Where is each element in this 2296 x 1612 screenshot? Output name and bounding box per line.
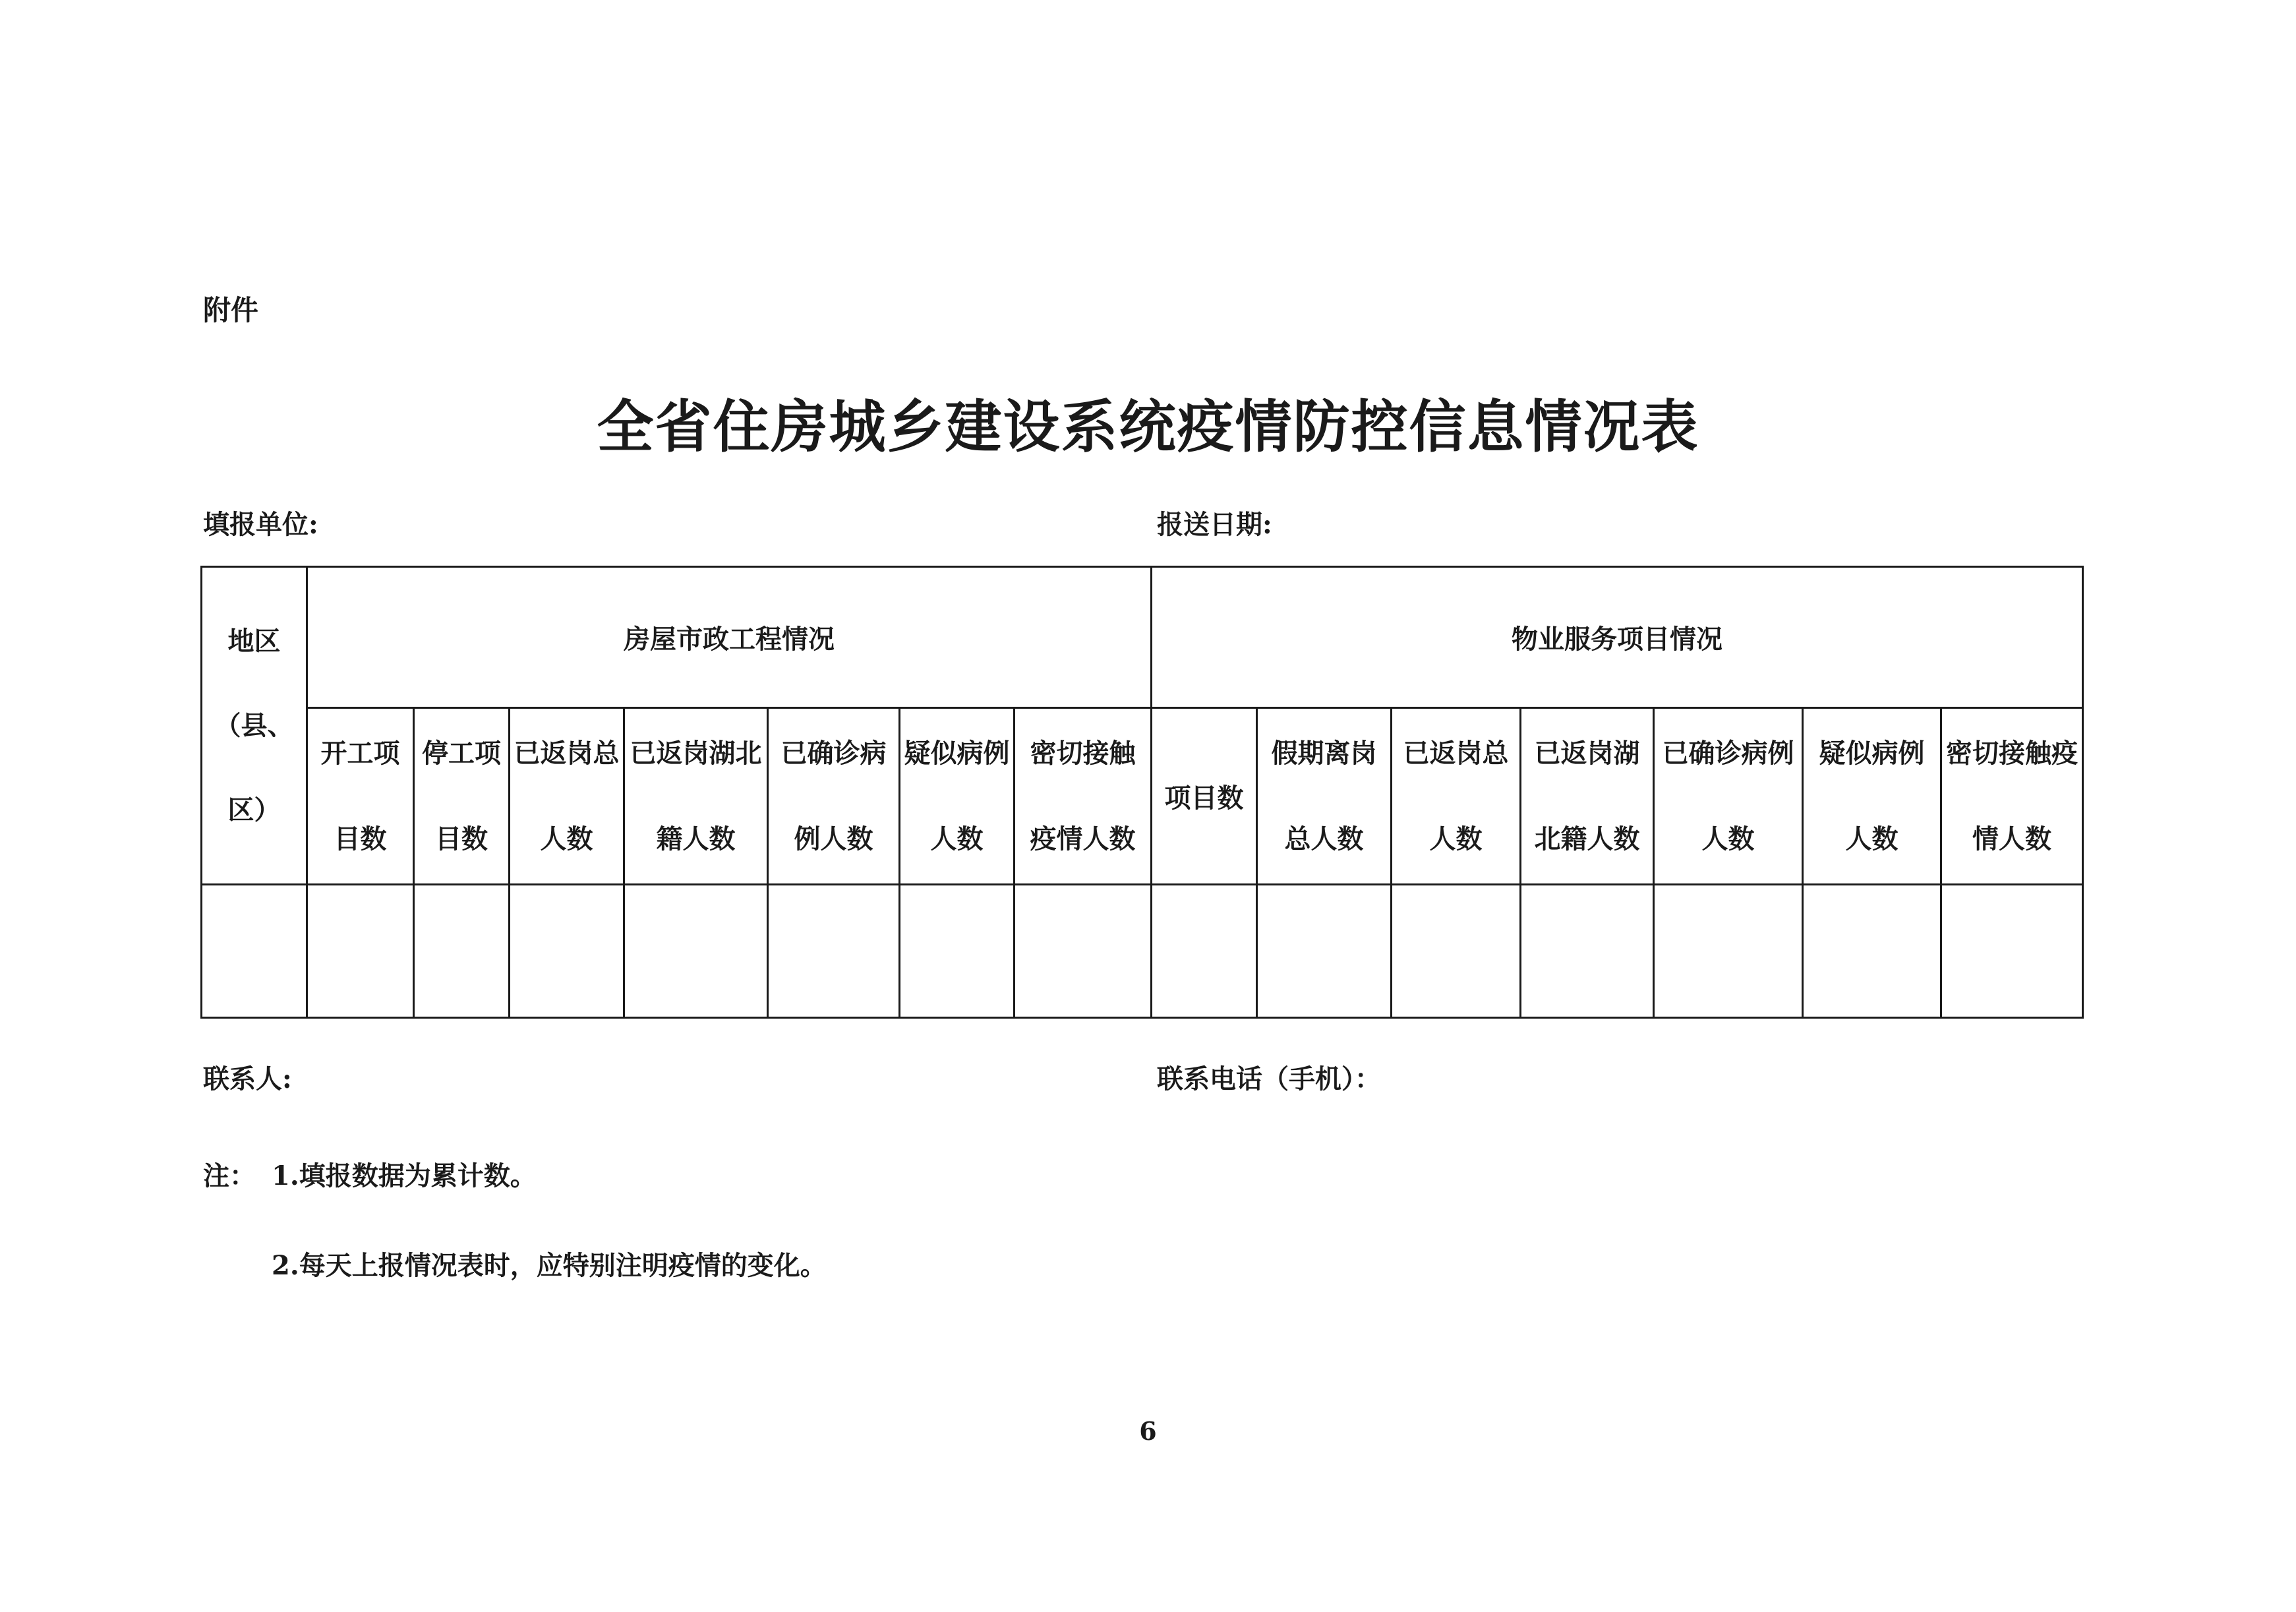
col-header-line: 项目数 (1164, 783, 1244, 814)
data-cell[interactable] (1257, 885, 1392, 1018)
page-number: 6 (1139, 1416, 1157, 1446)
col-header-line: 密切接触疫 (1946, 737, 2078, 769)
region-header-line-2: （县、 (214, 709, 294, 741)
col-header-line: 人数 (1845, 823, 1899, 854)
col-header-line: 情人数 (1972, 823, 2052, 854)
col-header-line: 人数 (1701, 823, 1755, 854)
data-cell[interactable] (624, 885, 768, 1018)
contact-phone-label: 联系电话（手机）： (1157, 1063, 1381, 1094)
data-cell[interactable] (510, 885, 624, 1018)
region-header-cell (202, 567, 307, 885)
notes-label: 注： (203, 1160, 256, 1191)
col-header-line: 疑似病例 (904, 737, 1010, 769)
col-header-line: 疫情人数 (1030, 823, 1136, 854)
col-header-returned-hubei (624, 708, 768, 885)
col-header-property-returned-hubei (1521, 708, 1654, 885)
epidemic-info-table (200, 566, 2084, 1019)
data-cell[interactable] (414, 885, 510, 1018)
data-cell[interactable] (900, 885, 1015, 1018)
col-header-line: 目数 (435, 823, 488, 854)
region-header-line-1: 地区 (227, 625, 281, 657)
region-header-line-3: 区） (227, 794, 281, 825)
col-header-line: 籍人数 (656, 823, 736, 854)
col-header-line: 假期离岗 (1271, 737, 1377, 769)
data-cell[interactable] (1803, 885, 1941, 1018)
col-header-line: 已返岗湖北 (630, 737, 762, 769)
col-header-line: 已返岗总 (1403, 737, 1509, 769)
col-header-line: 总人数 (1284, 823, 1364, 854)
page-title: 全省住房城乡建设系统疫情防控信息情况表 (597, 394, 1699, 460)
col-header-property-returned-total (1392, 708, 1521, 885)
col-header-line: 例人数 (794, 823, 873, 854)
col-header-returned-total (510, 708, 624, 885)
col-header-close-contacts (1015, 708, 1152, 885)
data-cell[interactable] (1654, 885, 1803, 1018)
data-cell[interactable] (1392, 885, 1521, 1018)
data-cell[interactable] (1152, 885, 1257, 1018)
col-header-started-projects (307, 708, 414, 885)
property-group-header: 物业服务项目情况 (1152, 567, 2083, 708)
attachment-label: 附件 (203, 294, 259, 326)
data-cell[interactable] (307, 885, 414, 1018)
col-header-on-leave-total (1257, 708, 1392, 885)
col-header-project-count (1152, 708, 1257, 885)
col-header-confirmed-cases (768, 708, 900, 885)
col-header-line: 已确诊病 (780, 737, 887, 769)
data-cell[interactable] (1941, 885, 2083, 1018)
col-header-suspected-cases (900, 708, 1015, 885)
col-header-stopped-projects (414, 708, 510, 885)
col-header-property-close-contacts (1941, 708, 2083, 885)
col-header-line: 人数 (540, 823, 593, 854)
col-header-line: 密切接触 (1030, 737, 1136, 769)
col-header-line: 开工项 (320, 737, 400, 769)
col-header-property-confirmed (1654, 708, 1803, 885)
reporting-unit-label: 填报单位: (203, 509, 318, 540)
col-header-line: 疑似病例 (1819, 737, 1925, 769)
data-cell[interactable] (1521, 885, 1654, 1018)
col-header-line: 已确诊病例 (1662, 737, 1794, 769)
col-header-line: 人数 (930, 823, 984, 854)
note-item-1: 1.填报数据为累计数。 (272, 1160, 537, 1191)
contact-person-label: 联系人: (203, 1063, 292, 1094)
col-header-line: 北籍人数 (1534, 823, 1640, 854)
col-header-line: 人数 (1429, 823, 1483, 854)
col-header-line: 目数 (334, 823, 387, 854)
col-header-line: 已返岗湖 (1534, 737, 1640, 769)
table-row (202, 885, 2083, 1018)
col-header-line: 停工项 (422, 737, 501, 769)
note-item-2: 2.每天上报情况表时，应特别注明疫情的变化。 (272, 1250, 827, 1281)
report-date-label: 报送日期: (1157, 509, 1272, 540)
data-cell[interactable] (1015, 885, 1152, 1018)
construction-group-header: 房屋市政工程情况 (307, 567, 1152, 708)
data-cell-region[interactable] (202, 885, 307, 1018)
col-header-property-suspected (1803, 708, 1941, 885)
data-cell[interactable] (768, 885, 900, 1018)
col-header-line: 已返岗总 (514, 737, 620, 769)
